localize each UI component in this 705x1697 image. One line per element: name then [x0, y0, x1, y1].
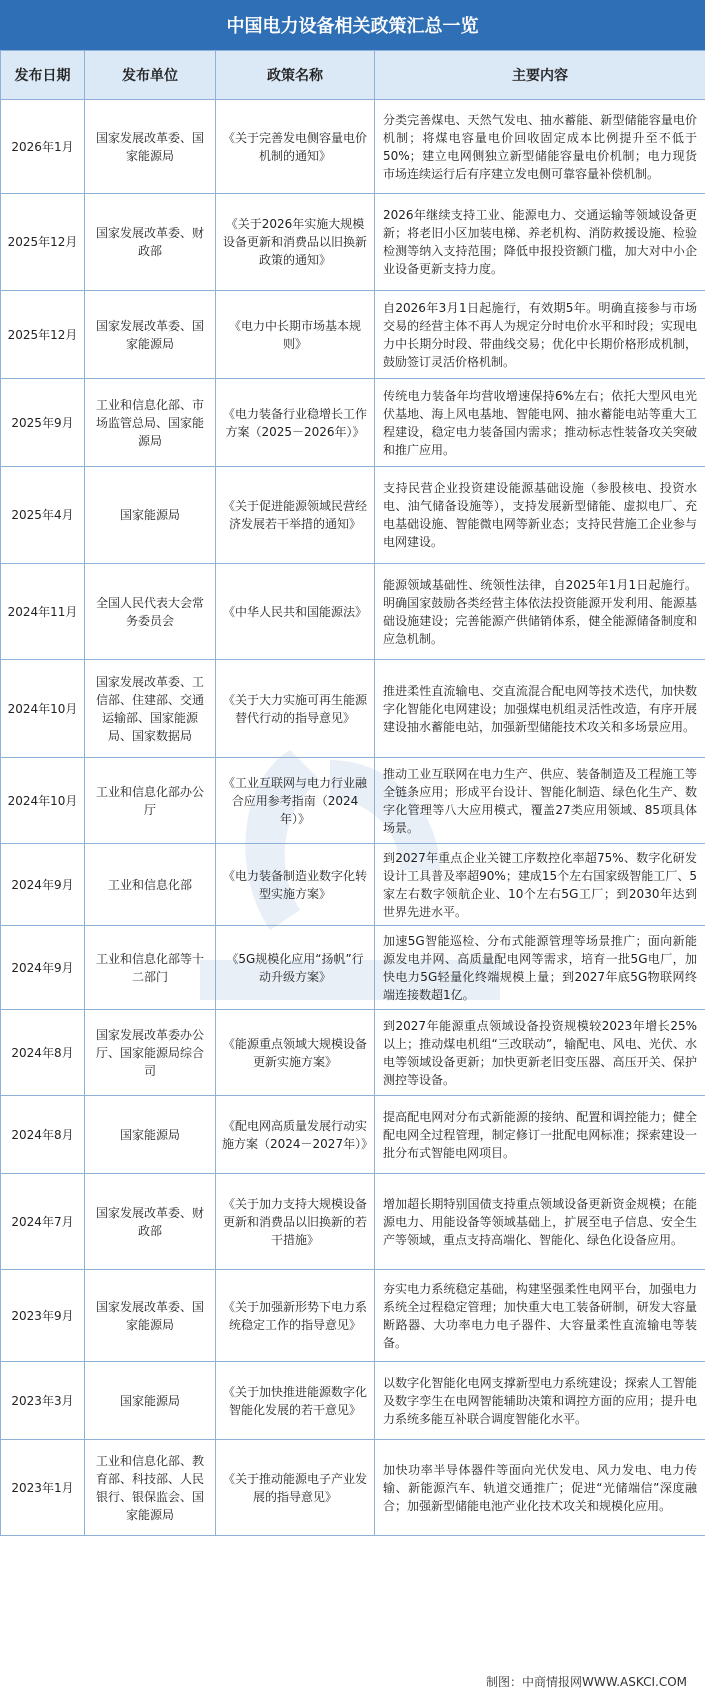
cell-unit: 工业和信息化部 — [85, 844, 216, 926]
cell-content: 推动工业互联网在电力生产、供应、装备制造及工程施工等全链条应用；形成平台设计、智能化制造、绿色化生产、数字化管理等八大应用模式，覆盖27类应用领域、85项具体场景。 — [375, 758, 705, 844]
table-row — [1, 467, 705, 564]
cell-unit: 全国人民代表大会常务委员会 — [85, 564, 216, 660]
cell-policy-name: 《工业互联网与电力行业融合应用参考指南（2024年）》 — [216, 758, 375, 844]
cell-unit: 国家发展改革委、财政部 — [85, 194, 216, 291]
table-row — [1, 194, 705, 291]
table-row — [1, 564, 705, 660]
cell-unit: 国家发展改革委、财政部 — [85, 1174, 216, 1270]
cell-content: 支持民营企业投资建设能源基础设施（参股核电、投资水电、油气储备设施等），支持发展新型储能、虚拟电厂、充电基础设施、智能微电网等新业态；支持民营施工企业参与电网建设。 — [375, 467, 705, 564]
cell-content: 夯实电力系统稳定基础，构建坚强柔性电网平台，加强电力系统全过程稳定管理；加快重大电工装备研制，研发大容量断路器、大功率电力电子器件、大容量柔性直流输电等装备。 — [375, 1270, 705, 1362]
cell-date: 2023年1月 — [1, 1440, 85, 1536]
cell-policy-name: 《5G规模化应用“扬帆”行动升级方案》 — [216, 926, 375, 1010]
cell-unit: 国家发展改革委办公厅、国家能源局综合司 — [85, 1010, 216, 1096]
cell-unit: 国家发展改革委、国家能源局 — [85, 291, 216, 379]
cell-policy-name: 《关于推动能源电子产业发展的指导意见》 — [216, 1440, 375, 1536]
cell-date: 2024年10月 — [1, 758, 85, 844]
cell-date: 2025年4月 — [1, 467, 85, 564]
cell-content: 自2026年3月1日起施行，有效期5年。明确直接参与市场交易的经营主体不再人为规定分时电价水平和时段；实现电力中长期分时段、带曲线交易；优化中长期价格形成机制，鼓励签订灵活价格机制。 — [375, 291, 705, 379]
cell-policy-name: 《中华人民共和国能源法》 — [216, 564, 375, 660]
cell-unit: 工业和信息化部、市场监管总局、国家能源局 — [85, 379, 216, 467]
cell-content: 提高配电网对分布式新能源的接纳、配置和调控能力；健全配电网全过程管理，制定修订一批配电网标准；探索建设一批分布式智能电网项目。 — [375, 1096, 705, 1174]
cell-content: 加速5G智能巡检、分布式能源管理等场景推广；面向新能源发电并网、高质量配电网等需求，培育一批5G电厂，加快电力5G轻量化终端规模上量；到2027年底5G物联网终端连接数超1亿。 — [375, 926, 705, 1010]
cell-policy-name: 《关于大力实施可再生能源替代行动的指导意见》 — [216, 660, 375, 758]
table-row — [1, 291, 705, 379]
page-title: 中国电力设备相关政策汇总一览 — [0, 0, 705, 50]
policy-table — [0, 50, 705, 1536]
cell-unit: 工业和信息化部等十二部门 — [85, 926, 216, 1010]
cell-date: 2023年9月 — [1, 1270, 85, 1362]
footer-text: 制图：中商情报网WWW.ASKCI.COM — [486, 1674, 687, 1689]
column-header-name: 政策名称 — [216, 51, 375, 100]
cell-date: 2024年11月 — [1, 564, 85, 660]
cell-unit: 国家能源局 — [85, 1096, 216, 1174]
cell-date: 2025年9月 — [1, 379, 85, 467]
table-header-row — [1, 51, 705, 100]
cell-unit: 工业和信息化部办公厅 — [85, 758, 216, 844]
cell-unit: 国家能源局 — [85, 467, 216, 564]
cell-unit: 工业和信息化部、教育部、科技部、人民银行、银保监会、国家能源局 — [85, 1440, 216, 1536]
cell-policy-name: 《关于加快推进能源数字化智能化发展的若干意见》 — [216, 1362, 375, 1440]
cell-policy-name: 《电力装备行业稳增长工作方案（2025－2026年）》 — [216, 379, 375, 467]
table-row — [1, 1270, 705, 1362]
cell-date: 2024年7月 — [1, 1174, 85, 1270]
cell-policy-name: 《关于完善发电侧容量电价机制的通知》 — [216, 100, 375, 194]
table-row — [1, 926, 705, 1010]
cell-policy-name: 《能源重点领域大规模设备更新实施方案》 — [216, 1010, 375, 1096]
column-header-content: 主要内容 — [375, 51, 705, 100]
cell-unit: 国家发展改革委、国家能源局 — [85, 1270, 216, 1362]
cell-policy-name: 《关于加力支持大规模设备更新和消费品以旧换新的若干措施》 — [216, 1174, 375, 1270]
table-row — [1, 1174, 705, 1270]
table-row — [1, 100, 705, 194]
cell-content: 以数字化智能化电网支撑新型电力系统建设；探索人工智能及数字孪生在电网智能辅助决策和调控方面的应用；提升电力系统多能互补联合调度智能化水平。 — [375, 1362, 705, 1440]
table-row — [1, 758, 705, 844]
cell-date: 2024年8月 — [1, 1010, 85, 1096]
cell-content: 推进柔性直流输电、交直流混合配电网等技术迭代，加快数字化智能化电网建设；加强煤电机组灵活性改造，有序开展建设抽水蓄能电站，加强新型储能技术攻关和多场景应用。 — [375, 660, 705, 758]
cell-date: 2024年9月 — [1, 844, 85, 926]
cell-date: 2024年8月 — [1, 1096, 85, 1174]
column-header-date: 发布日期 — [1, 51, 85, 100]
cell-content: 到2027年能源重点领域设备投资规模较2023年增长25%以上；推动煤电机组“三改联动”，输配电、风电、光伏、水电等领域设备更新；加快更新老旧变压器、高压开关、保护测控等设备。 — [375, 1010, 705, 1096]
cell-content: 到2027年重点企业关键工序数控化率超75%、数字化研发设计工具普及率超90%；建成15个左右国家级智能工厂、5家左右数字领航企业、10个左右5G工厂；到2030年达到世界先进水平。 — [375, 844, 705, 926]
cell-content: 传统电力装备年均营收增速保持6%左右；依托大型风电光伏基地、海上风电基地、智能电网、抽水蓄能电站等重大工程建设，稳定电力装备国内需求；推动标志性装备攻关突破和推广应用。 — [375, 379, 705, 467]
cell-policy-name: 《配电网高质量发展行动实施方案（2024－2027年）》 — [216, 1096, 375, 1174]
table-row — [1, 660, 705, 758]
cell-unit: 国家能源局 — [85, 1362, 216, 1440]
cell-date: 2024年9月 — [1, 926, 85, 1010]
cell-date: 2023年3月 — [1, 1362, 85, 1440]
cell-content: 能源领域基础性、统领性法律，自2025年1月1日起施行。明确国家鼓励各类经营主体依法投资能源开发利用、能源基础设施建设；完善能源产供储销体系，健全能源储备制度和应急机制。 — [375, 564, 705, 660]
footer-credit — [0, 1665, 705, 1697]
cell-unit: 国家发展改革委、国家能源局 — [85, 100, 216, 194]
cell-content: 加快功率半导体器件等面向光伏发电、风力发电、电力传输、新能源汽车、轨道交通推广；促进“光储端信”深度融合；加强新型储能电池产业化技术攻关和规模化应用。 — [375, 1440, 705, 1536]
cell-unit: 国家发展改革委、工信部、住建部、交通运输部、国家能源局、国家数据局 — [85, 660, 216, 758]
cell-policy-name: 《关于促进能源领域民营经济发展若干举措的通知》 — [216, 467, 375, 564]
cell-date: 2026年1月 — [1, 100, 85, 194]
table-body — [1, 100, 705, 1536]
table-row — [1, 1010, 705, 1096]
table-row — [1, 1096, 705, 1174]
cell-content: 增加超长期特别国债支持重点领域设备更新资金规模；在能源电力、用能设备等领域基础上，扩展至电子信息、安全生产等领域，重点支持高端化、智能化、绿色化设备应用。 — [375, 1174, 705, 1270]
cell-policy-name: 《电力中长期市场基本规则》 — [216, 291, 375, 379]
table-row — [1, 844, 705, 926]
cell-date: 2025年12月 — [1, 291, 85, 379]
table-row — [1, 379, 705, 467]
cell-date: 2025年12月 — [1, 194, 85, 291]
cell-policy-name: 《电力装备制造业数字化转型实施方案》 — [216, 844, 375, 926]
table-row — [1, 1362, 705, 1440]
cell-content: 分类完善煤电、天然气发电、抽水蓄能、新型储能容量电价机制；将煤电容量电价回收固定成本比例提升至不低于50%；建立电网侧独立新型储能容量电价机制；电力现货市场连续运行后有序建立发电侧可靠容量补偿机制。 — [375, 100, 705, 194]
cell-policy-name: 《关于2026年实施大规模设备更新和消费品以旧换新政策的通知》 — [216, 194, 375, 291]
cell-policy-name: 《关于加强新形势下电力系统稳定工作的指导意见》 — [216, 1270, 375, 1362]
cell-content: 2026年继续支持工业、能源电力、交通运输等领域设备更新；将老旧小区加装电梯、养老机构、消防救援设施、检验检测等纳入支持范围；降低申报投资额门槛，加大对中小企业设备更新支持力度。 — [375, 194, 705, 291]
cell-date: 2024年10月 — [1, 660, 85, 758]
table-row — [1, 1440, 705, 1536]
column-header-unit: 发布单位 — [85, 51, 216, 100]
